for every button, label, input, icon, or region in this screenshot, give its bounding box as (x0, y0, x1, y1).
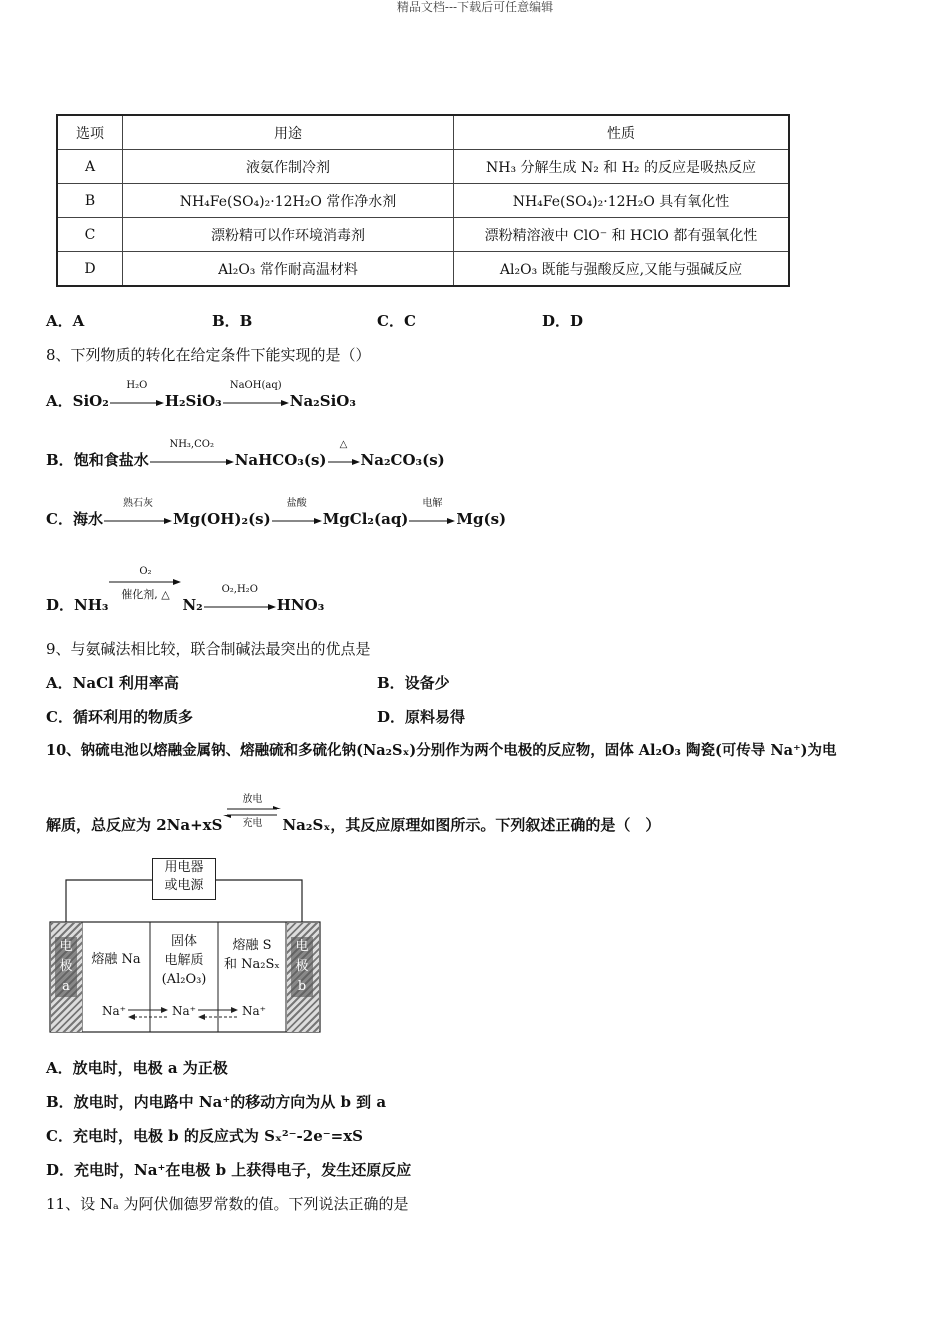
table-cell: 漂粉精可以作环境消毒剂 (123, 218, 454, 252)
condition: 放电 (242, 794, 263, 805)
battery-diagram (46, 856, 326, 1036)
q9-option-d[interactable]: D．原料易得 (377, 708, 466, 726)
option-label: B． (46, 451, 74, 469)
species: SiO₂ (72, 392, 109, 410)
table-row (57, 252, 789, 287)
reaction-arrow (109, 566, 181, 620)
condition: 熟石灰 (122, 498, 153, 509)
q9-option-b[interactable]: B．设备少 (377, 674, 450, 692)
table-cell: NH₄Fe(SO₄)₂·12H₂O 具有氧化性 (454, 184, 790, 218)
q8-option-c[interactable] (46, 498, 507, 530)
table-cell: NH₄Fe(SO₄)₂·12H₂O 常作净水剂 (123, 184, 454, 218)
condition: 催化剂, △ (121, 588, 170, 601)
table-cell: D (57, 252, 123, 287)
table-cell: C (57, 218, 123, 252)
condition: 盐酸 (286, 498, 307, 509)
q8-option-d[interactable] (46, 566, 325, 620)
reversible-arrow (223, 794, 281, 838)
species: Na₂CO₃(s) (360, 451, 445, 469)
electrolyte-line: 电解质 (164, 953, 204, 968)
electrode-label: 极 (59, 959, 73, 974)
molten-s-line: 和 Na₂Sₓ (224, 957, 280, 972)
table-cell: NH₃ 分解生成 N₂ 和 H₂ 的反应是吸热反应 (454, 150, 790, 184)
reaction-arrow (104, 498, 172, 530)
species: 饱和食盐水 (73, 451, 149, 469)
species: N₂ (182, 596, 203, 614)
table-header: 性质 (454, 115, 790, 150)
reaction-arrow (204, 584, 276, 616)
q8-option-a[interactable] (46, 380, 356, 412)
table-cell: A (57, 150, 123, 184)
q10-option-d[interactable]: D．充电时，Na⁺在电极 b 上获得电子，发生还原反应 (46, 1161, 412, 1179)
condition: NH₃,CO₂ (169, 439, 214, 450)
device-label: 或电源 (164, 878, 204, 893)
q9-option-a[interactable]: A．NaCl 利用率高 (46, 674, 179, 692)
table-header: 选项 (57, 115, 123, 150)
electrode-label: 极 (295, 959, 309, 974)
ion-arrows (46, 856, 326, 1036)
condition: O₂,H₂O (221, 584, 258, 595)
species: MgCl₂(aq) (322, 510, 409, 528)
q10-option-a[interactable]: A．放电时，电极 a 为正极 (46, 1059, 228, 1077)
species: Mg(s) (456, 510, 507, 528)
ion-label: Na⁺ (172, 1004, 196, 1018)
condition: O₂ (139, 566, 152, 577)
table-row (57, 218, 789, 252)
ion-label: Na⁺ (102, 1004, 126, 1018)
q10-stem-line1: 10、钠硫电池以熔融金属钠、熔融硫和多硫化钠(Na₂Sₓ)分别作为两个电极的反应物，固体 Al₂O₃ 陶瓷(可传导 Na⁺)为电 (46, 742, 837, 759)
molten-na-label: 熔融 Na (91, 952, 141, 967)
q10-option-c[interactable]: C．充电时，电极 b 的反应式为 Sₓ²⁻-2e⁻=xS (46, 1127, 364, 1145)
reaction-arrow (409, 498, 455, 530)
electrode-label: b (297, 979, 307, 994)
condition: 充电 (242, 818, 263, 829)
species: 海水 (72, 510, 103, 528)
electrolyte-line: 固体 (170, 934, 197, 949)
condition: H₂O (126, 380, 148, 391)
reaction-arrow (328, 439, 360, 471)
table-header-row (57, 115, 789, 150)
q8-option-b[interactable] (46, 439, 445, 471)
species: Mg(OH)₂(s) (172, 510, 271, 528)
species: Na₂SiO₃ (289, 392, 356, 410)
table-cell: 液氨作制冷剂 (123, 150, 454, 184)
electrode-label: 电 (59, 939, 73, 954)
electrolyte-line: (Al₂O₃) (161, 972, 207, 987)
property-table (56, 114, 790, 287)
q10-stem-line2 (46, 794, 661, 838)
q7-choice-c[interactable]: C．C (377, 312, 416, 330)
table-header: 用途 (123, 115, 454, 150)
species: NH₃ (74, 596, 109, 614)
option-label: A． (46, 392, 73, 410)
q10-option-b[interactable]: B．放电时，内电路中 Na⁺的移动方向为从 b 到 a (46, 1093, 387, 1111)
table-row (57, 150, 789, 184)
q7-choice-b[interactable]: B．B (212, 312, 253, 330)
q7-choice-d[interactable]: D．D (542, 312, 584, 330)
condition: NaOH(aq) (229, 380, 282, 391)
electrode-label: 电 (295, 939, 309, 954)
species: NaHCO₃(s) (234, 451, 327, 469)
q9-option-c[interactable]: C．循环利用的物质多 (46, 708, 193, 726)
q9-stem: 9、与氨碱法相比较，联合制碱法最突出的优点是 (46, 640, 371, 658)
option-label: D． (46, 596, 75, 614)
table-cell: B (57, 184, 123, 218)
table-cell: Al₂O₃ 既能与强酸反应,又能与强碱反应 (454, 252, 790, 287)
reaction-arrow (110, 380, 164, 412)
molten-s-line: 熔融 S (232, 938, 272, 953)
q8-stem: 8、下列物质的转化在给定条件下能实现的是（） (46, 346, 371, 364)
q10-stem-text: 解质，总反应为 2Na+xS (46, 816, 223, 834)
option-label: C． (46, 510, 73, 528)
table-row (57, 184, 789, 218)
reaction-arrow (150, 439, 234, 471)
ion-label: Na⁺ (242, 1004, 266, 1018)
species: HNO₃ (276, 596, 325, 614)
condition: 电解 (422, 498, 443, 509)
table-cell: Al₂O₃ 常作耐高温材料 (123, 252, 454, 287)
condition: △ (339, 439, 348, 450)
device-label: 用电器 (164, 860, 204, 875)
q7-choice-a[interactable]: A．A (46, 312, 85, 330)
reaction-arrow (272, 498, 322, 530)
table-cell: 漂粉精溶液中 ClO⁻ 和 HClO 都有强氧化性 (454, 218, 790, 252)
electrode-label: a (62, 979, 70, 994)
page-header: 精品文档---下载后可任意编辑 (396, 0, 554, 14)
q11-stem: 11、设 Nₐ 为阿伏伽德罗常数的值。下列说法正确的是 (46, 1195, 409, 1213)
species: H₂SiO₃ (164, 392, 222, 410)
reaction-arrow (223, 380, 289, 412)
q10-stem-text: Na₂Sₓ，其反应原理如图所示。下列叙述正确的是（ ） (282, 816, 661, 834)
